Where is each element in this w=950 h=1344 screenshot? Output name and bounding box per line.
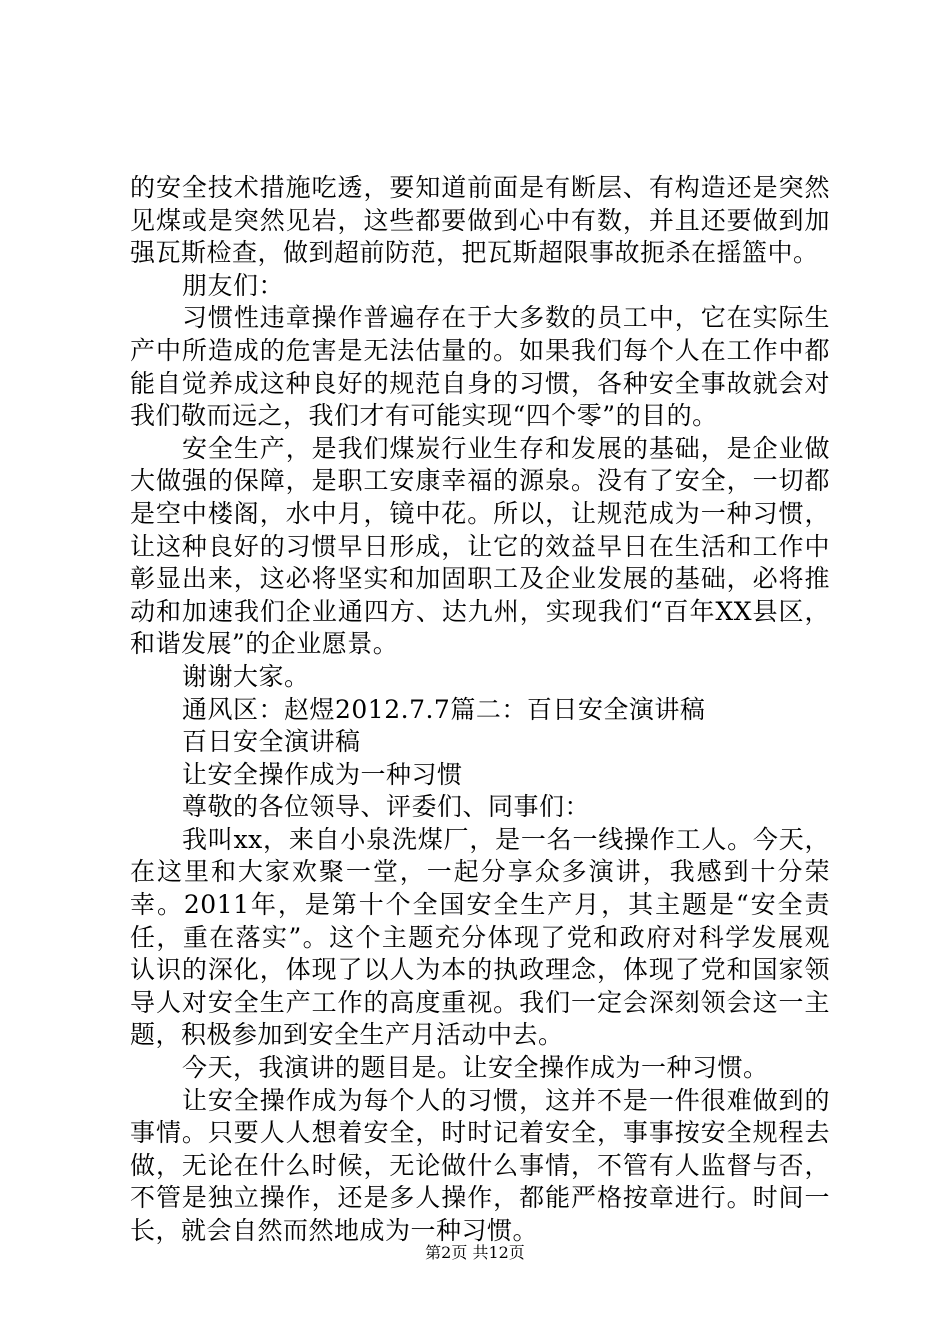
paragraph-8: 让安全操作成为一种习惯 — [182, 759, 463, 789]
document-body — [130, 172, 830, 1248]
paragraph-10: 我叫xx，来自小泉洗煤厂，是一名一线操作工人。今天，在这里和大家欢聚一堂，一起分享众多演讲，我感到十分荣幸。2011年，是第十个全国安全生产月，其主题是“安全责任，重在落实”。这个主题充分体现了党和政府对科学发展观认识的深化，体现了以人为本的执政理念，体现了党和国家领导人对安全生产工作的高度重视。我们一定会深刻领会这一主题，积极参加到安全生产月活动中去。 — [130, 824, 830, 1050]
paragraph-6: 通风区：赵煜2012.7.7篇二：百日安全演讲稿 — [182, 694, 706, 724]
page-number-label: 第2页 共12页 — [425, 1243, 525, 1262]
page-footer — [0, 1243, 950, 1263]
paragraph-9: 尊敬的各位领导、评委们、同事们： — [182, 792, 591, 822]
paragraph-7: 百日安全演讲稿 — [182, 727, 361, 757]
paragraph-11: 今天，我演讲的题目是。让安全操作成为一种习惯。 — [182, 1053, 769, 1083]
paragraph-1: 的安全技术措施吃透，要知道前面是有断层、有构造还是突然见煤或是突然见岩，这些都要做到心中有数，并且还要做到加强瓦斯检查，做到超前防范，把瓦斯超限事故扼杀在摇篮中。 — [130, 173, 830, 268]
paragraph-3: 习惯性违章操作普遍存在于大多数的员工中，它在实际生产中所造成的危害是无法估量的。如果我们每个人在工作中都能自觉养成这种良好的规范自身的习惯，各种安全事故就会对我们敬而远之，我们才有可能实现“四个零”的目的。 — [130, 303, 830, 431]
paragraph-2: 朋友们： — [182, 270, 285, 300]
paragraph-5: 谢谢大家。 — [182, 661, 310, 691]
paragraph-4: 安全生产，是我们煤炭行业生存和发展的基础，是企业做大做强的保障，是职工安康幸福的源泉。没有了安全，一切都是空中楼阁，水中月，镜中花。所以，让规范成为一种习惯，让这种良好的习惯早日形成，让它的效益早日在生活和工作中彰显出来，这必将坚实和加固职工及企业发展的基础，必将推动和加速我们企业通四方、达九州，实现我们“百年XX县区，和谐发展”的企业愿景。 — [130, 433, 830, 659]
paragraph-12: 让安全操作成为每个人的习惯，这并不是一件很难做到的事情。只要人人想着安全，时时记着安全，事事按安全规程去做，无论在什么时候，无论做什么事情，不管有人监督与否，不管是独立操作，还是多人操作，都能严格按章进行。时间一长，就会自然而然地成为一种习惯。 — [130, 1085, 830, 1245]
